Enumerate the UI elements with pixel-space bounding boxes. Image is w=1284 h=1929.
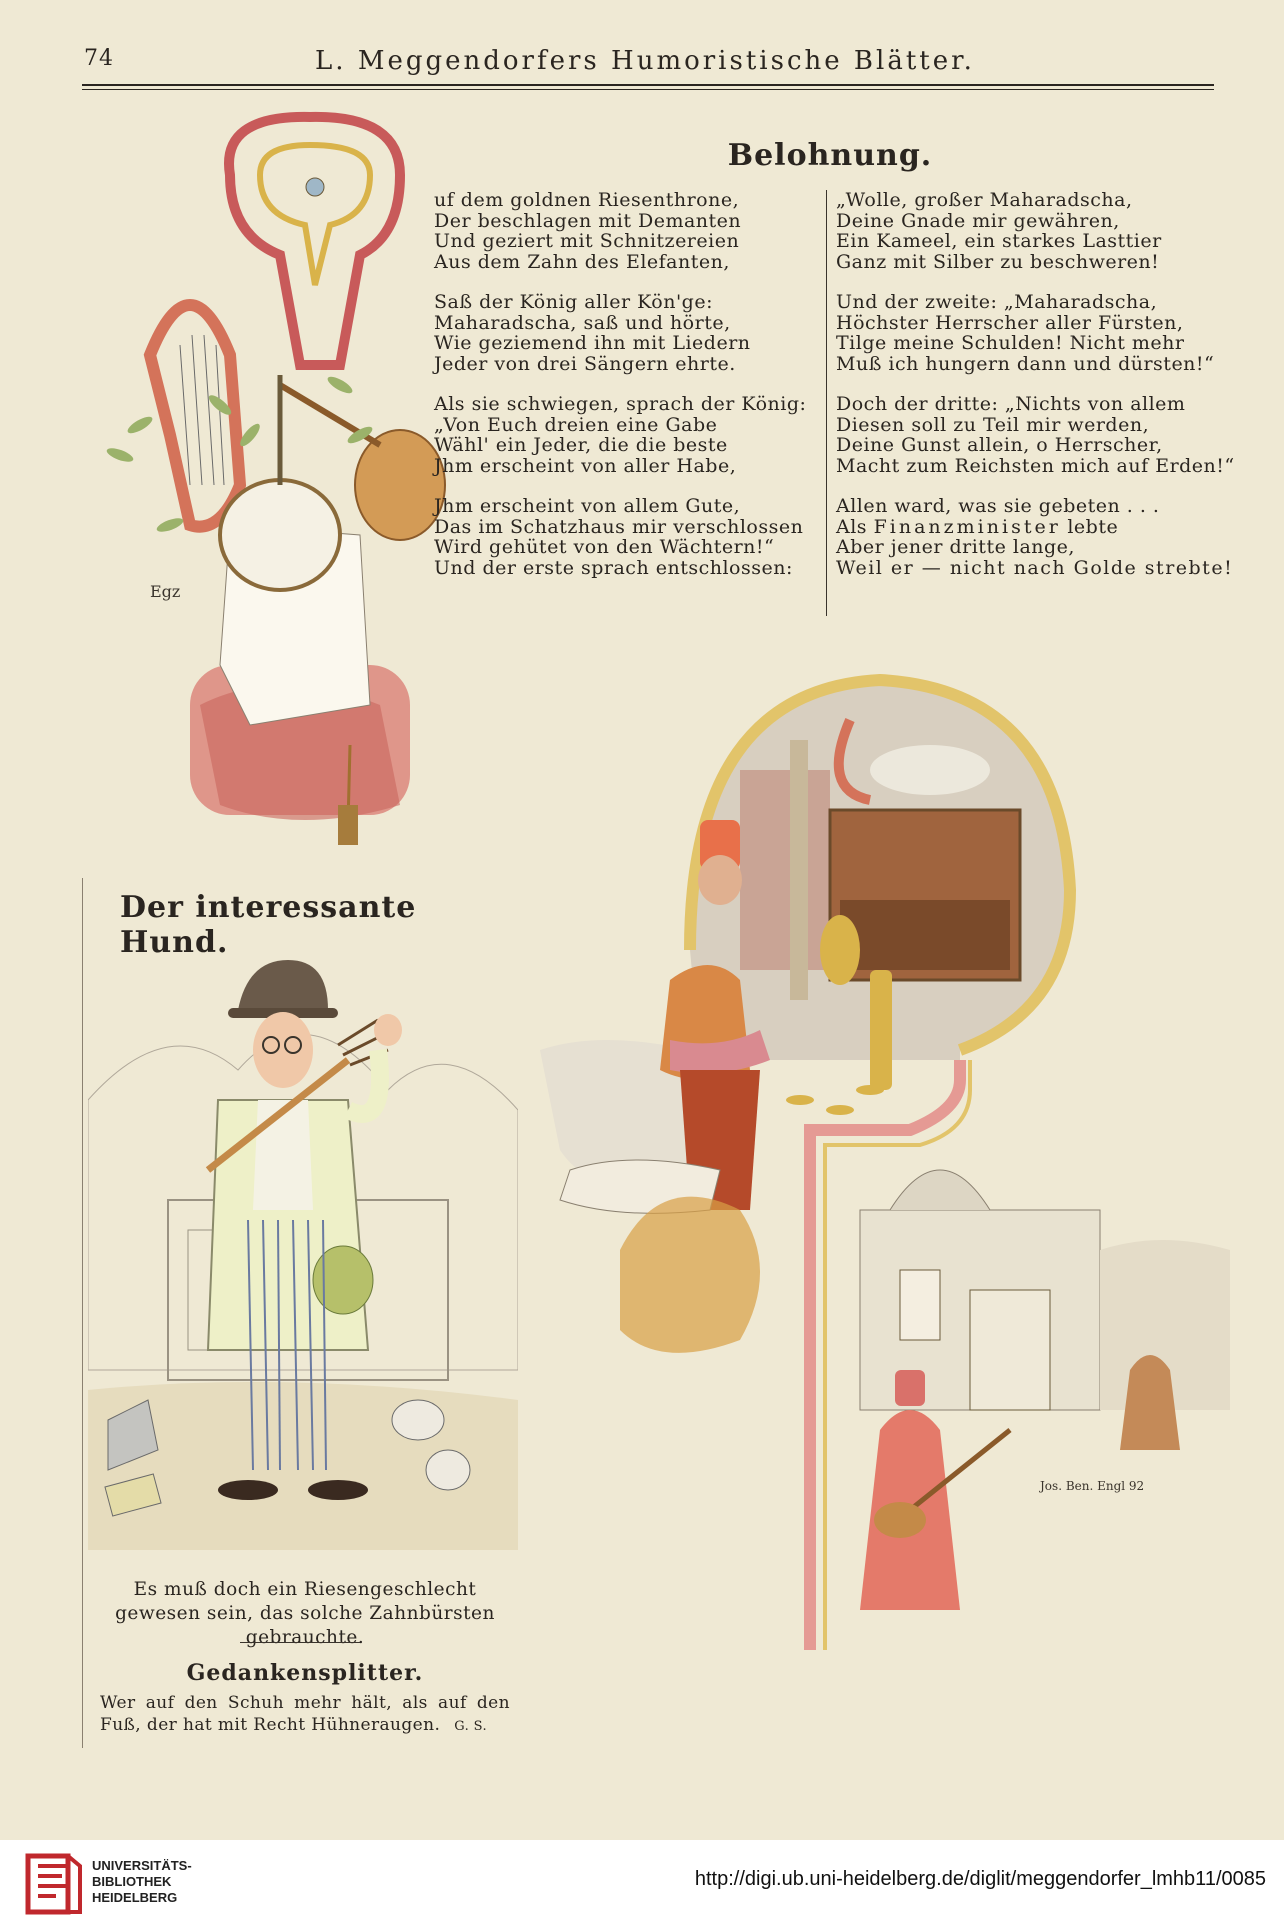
library-name-line: HEIDELBERG [92, 1890, 178, 1905]
poem-line: Saß der König aller Kön'ge: [434, 291, 713, 313]
harp-signature: Egz [150, 582, 181, 601]
poem-title: Belohnung. [727, 138, 933, 173]
poem-line: Und der erste sprach entschlossen: [434, 556, 793, 579]
poem-line: Und der zweite: „Maharadscha, [836, 291, 1158, 313]
poem-line-prefix: Als [836, 515, 874, 538]
poem-line: Ein Kameel, ein starkes Lasttier [836, 230, 1162, 252]
poem-line: Doch der dritte: „Nichts von allem [836, 393, 1186, 415]
poem-line: Wähl' ein Jeder, die die beste [434, 434, 728, 456]
poem-stanza [434, 496, 824, 578]
poem-line: Deine Gnade mir gewähren, [836, 209, 1120, 232]
maharaja-illustration [540, 650, 1230, 1710]
page-number: 74 [84, 46, 114, 71]
poem-stanza [434, 190, 824, 272]
poem-line: Jeder von drei Sängern ehrte. [434, 352, 736, 375]
poem-line: uf dem goldnen Riesenthrone, [434, 189, 740, 211]
gedankensplitter-body: Wer auf den Schuh mehr hält, als auf den Fuß, der hat mit Recht Hühneraugen. [100, 1693, 510, 1735]
library-name-line: UNIVERSITÄTS- [92, 1858, 192, 1873]
maharaja-signature: Jos. Ben. Engl 92 [1040, 1479, 1145, 1493]
poem-stanza [836, 292, 1226, 374]
poem-line: Wie geziemend ihn mit Liedern [434, 332, 751, 354]
poem-line: Muß ich hungern dann und dürsten!“ [836, 352, 1215, 375]
poem-line: Diesen soll zu Teil mir werden, [836, 413, 1150, 436]
hund-title: Der interessante Hund. [120, 890, 417, 960]
poem-line: Aber jener dritte lange, [836, 536, 1075, 558]
hund-caption: Es muß doch ein Riesengeschlecht gewesen sein, das solche Zahnbürsten gebrauchte. [115, 1579, 495, 1648]
header-rule [82, 84, 1214, 86]
source-url[interactable]: http://digi.ub.uni-heidelberg.de/diglit/meggendorfer_lmhb11/0085 [694, 1868, 1266, 1890]
page-header [80, 42, 1210, 82]
header-rule-thin [82, 89, 1214, 90]
library-name [92, 1858, 192, 1906]
poem-line: Aus dem Zahn des Elefanten, [434, 250, 730, 273]
poem-line: Und geziert mit Schnitzereien [434, 230, 740, 252]
gedankensplitter-signature: G. S. [454, 1719, 488, 1734]
poem-line-emphasis: Finanzminister [873, 515, 1061, 538]
journal-title: L. Meggendorfers Humoristische Blätter. [315, 46, 975, 76]
poem-line: Macht zum Reichsten mich auf Erden!“ [836, 454, 1235, 477]
poem-line: Deine Gunst allein, o Herrscher, [836, 434, 1163, 456]
poem-line: Der beschlagen mit Demanten [434, 209, 742, 232]
caption-divider [240, 1642, 360, 1643]
hund-illustration [88, 950, 518, 1550]
poem-line: Das im Schatzhaus mir verschlossen [434, 515, 804, 538]
poem-line-suffix: lebte [1060, 515, 1119, 538]
library-name-line: BIBLIOTHEK [92, 1874, 172, 1889]
gedankensplitter-text [100, 1692, 510, 1738]
poem-line: Höchster Herrscher aller Fürsten, [836, 311, 1184, 334]
poem-line: Wird gehütet von den Wächtern!“ [434, 536, 775, 558]
poem-line: Allen ward, was sie gebeten . . . [836, 495, 1160, 517]
poem-stanza [434, 394, 824, 476]
poem-line: Ganz mit Silber zu beschweren! [836, 250, 1160, 273]
poem-stanza [434, 292, 824, 374]
poem-line: „Von Euch dreien eine Gabe [434, 413, 718, 436]
poem-stanza [836, 190, 1226, 272]
gedankensplitter-title: Gedankensplitter. [186, 1660, 424, 1686]
poem-right-column [836, 189, 1235, 598]
column-divider [826, 190, 827, 616]
poem-left-column [434, 190, 824, 598]
harp-illustration [80, 105, 450, 845]
poem-line: Jhm erscheint von allem Gute, [434, 495, 741, 517]
poem-line: Als sie schwiegen, sprach der König: [434, 393, 807, 415]
poem-line [836, 517, 1226, 538]
library-logo-icon [24, 1852, 84, 1916]
poem-line: Tilge meine Schulden! Nicht mehr [836, 332, 1185, 354]
library-footer [0, 1840, 1284, 1929]
poem-line-emphasis: Weil er — nicht nach Golde strebte! [836, 556, 1234, 579]
poem-stanza-last [836, 495, 1234, 579]
poem-line: „Wolle, großer Maharadscha, [836, 189, 1133, 211]
poem-line: Maharadscha, saß und hörte, [434, 311, 731, 334]
poem-stanza [836, 393, 1235, 477]
poem-line: Jhm erscheint von aller Habe, [434, 454, 737, 477]
